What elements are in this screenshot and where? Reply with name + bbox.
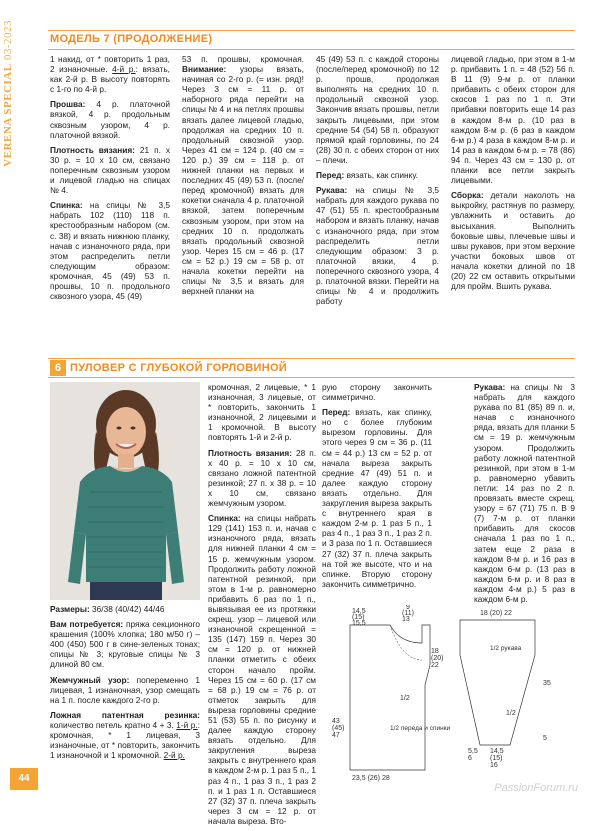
dim-b: 9 xyxy=(406,605,410,611)
sleeve-outline xyxy=(460,620,535,745)
pullover-col3: рую сторону закончить симметрично. Перед: вязать, как спинку, но с более глубоким вырезом горловины. Для этого через 9 см = 36 р. (11 см = 44 р.) 13 см = 52 р. от начала выреза закрыть средние 47 (49) 51 п. и далее каждую сторону вязать отдельно. Для закругления выреза закрыть с внутреннего края в каждом 2-м р. 1 раз 5 п., 1 раз 4 п., 1 раз 3 п., 1 раз 2 п. и 3 раза по 1 п. Оставшиеся 27 (32) 37 п. плеча закрыть на той же высоте, что и на спинке. Вторую сторону закончить симметрично. xyxy=(322,382,432,589)
dim-c: 18 xyxy=(431,648,439,655)
model7-col4: лицевой гладью, при этом в 1-м р. прибавить 1 п. = 48 (52) 56 п. В 11 (9) 9-м р. от планки прибавить с обеих сторон для скосов 1 раз по 1 п. Эти прибавки повторить еще 14 раз в каждом 8-м р. (10 раз в каждом 8-м р. (6 раз в каждом 6-м р.) 4 раза в каждом 8-м р. и 14 раз в каждом 6-м р. = 78 (86) 94 п. Через 43 см = 130 р. от планки все петли закрыть лицевыми. Сборка: детали наколоть на выкройку, растянув по размеру, увлажнить и оставить до высыхания. Выполнить боковые швы, плечевые швы и швы рукавов, при этом верхние участки боковых швов от начала кокетки длиной по 18 (20) 22 см оставить открытыми для пройм. Вшить рукава. xyxy=(451,54,575,292)
dim-f2: 6 xyxy=(468,755,472,762)
dim-b2: (11) xyxy=(402,610,414,617)
dim-e: 23,5 (26) 28 xyxy=(352,775,390,782)
model7-col1: 1 накид, от * повторить 1 раз, 2 изнаночные. 4-й р.: вязать, как 2-й р. В высоту повторять с 1-го по 4-й р. Прошва: 4 р. платочной вязкой, 4 р. продольным сквозным узором, 4 р. платочной вязкой. Плотность вязания: 21 п. х 30 р. = 10 х 10 см, связано поперечным сквозным узором и лицевой гладью на спицах № 4. Спинка: на спицы № 3,5 набрать 102 (110) 118 п. крестообразным набором (см. с. 38) и вязать нижнюю планку, начав с изнаночного ряда, при этом распределить петли следующим образом: кромочная, 45 (49) 53 п. прошвы, 10 п. продольного сквозного узора, 45 (49) xyxy=(50,54,170,302)
watermark: PassionForum.ru xyxy=(494,782,578,794)
dim-f3: 14,5 xyxy=(490,748,504,755)
sidebar-brand xyxy=(0,0,24,360)
pattern-schema xyxy=(330,605,575,785)
section2-rule xyxy=(48,358,575,359)
dim-g: 18 (20) 22 xyxy=(480,610,512,617)
pullover-col4: Рукава: на спицы № 3 набрать для каждого рукава по 81 (85) 89 п. и, начав с изнаночного ряда, вязать для планки 5 см = 19 р. жемчужным узором. Продолжить работу ложной патентной резинкой, при этом в 1-м р. равномерно убавить петли: 14 раз по 2 п. провязать вместе скрещ. узору = 67 (71) 75 п. В 9 (7) 7-м р. от планки прибавить для скосов сначала 1 раз по 1 п., затем еще 2 раза в каждом 8-м р. и 16 раз в каждом 6-м р. (13 раз в каждом 6-м р. и 8 раз в каждом 4-м р.) 5 раз в каждом 6-м р. xyxy=(474,382,575,604)
schema-small1: 1/2 xyxy=(400,695,410,702)
section-title-pullover: ПУЛОВЕР С ГЛУБОКОЙ ГОРЛОВИНОЙ xyxy=(70,362,288,374)
front-label: 1/2 переда и спинки xyxy=(390,725,451,732)
schema-small2: 1/2 xyxy=(506,710,516,717)
section2-rule-bottom xyxy=(48,377,575,378)
header-rule-bottom xyxy=(48,49,575,50)
dim-c3: 22 xyxy=(431,662,439,669)
dim-b3: 13 xyxy=(402,616,410,623)
body-outline xyxy=(350,625,430,770)
section-title-model7: МОДЕЛЬ 7 (ПРОДОЛЖЕНИЕ) xyxy=(50,33,213,45)
dim-f: 5,5 xyxy=(468,748,478,755)
woman-pullover-illustration xyxy=(50,382,200,600)
section-number-badge: 6 xyxy=(50,360,66,376)
dim-a3: 15,5 xyxy=(352,620,366,627)
dim-d3: 47 xyxy=(332,732,340,739)
dim-c2: (20) xyxy=(431,655,444,662)
sleeve-label: 1/2 рукава xyxy=(490,645,522,652)
dim-a2: (15) xyxy=(352,614,365,621)
dim-h: 35 xyxy=(543,680,551,687)
dim-f5: 16 xyxy=(490,762,498,769)
pullover-col2: кромочная, 2 лицевые, * 1 изнаночная, 3 лицевые, от * повторить, закончить 1 изнаночной, 2 лицевыми и 1 кромочной. В высоту повторять 1-й и 2-й р. Плотность вязания: 28 п. х 40 р. = 10 х 10 см, связано ложной патентной резинкой; 27 п. х 38 р. = 10 х 10 см, связано жемчужным узором. Спинка: на спицы набрать 129 (141) 153 п. и, начав с изнаночного ряда, вязать для нижней планки 4 см = 15 р. жемчужным узором. Продолжить работу ложной патентной резинкой, при этом в 1-м р. равномерно прибавить 6 раз по 1 п., вывязывая ее из протяжки скрещ. узор – лицевой или изнаночной скрещенной = 135 (147) 159 п. Через 30 см = 120 р. от нижней планки отметить с обеих сторон начало пройм. Через 15 см = 60 р. (17 см = 68 р.) 19 см = 76 р. от отметок закрыть для выреза горловины средние 51 (53) 55 п. по рисунку и далее каждую сторону вязать отдельно. Для закругления выреза закрыть с внутреннего края в каждом 2-м р. 1 раз 5 п., 1 раз 4 п., 1 раз 3 п., 1 раз 2 п. и 1 раз 1 п. Оставшиеся 27 (32) 37 п. плеча закрыть через 3 см = 12 р. от начала выреза. Вто- xyxy=(208,382,317,826)
model7-col2: 53 п. прошвы, кромочная. Внимание: узоры вязать, начиная со 2-го р. (= изн. ряд)! Через 3 см = 11 р. от наборного ряда перейти на спицы № 4 и на петлях прошвы вязать далее лицевой гладью, продолжая на средних 10 п. продольный сквозной узор. Через 41 см = 124 р. (40 см = 120 р.) 39 см = 118 р. от нижней планки на первых и последних 45 (49) 53 п. (после/перед кромочной) вязать для кокетки сначала 4 р. платочной вязкой, затем поперечным сквозным узором, при этом на средних 10 п. продолжать вязать продольный сквозной узор. Через 15 см = 46 р. (17 см = 52 р.) 19 см = 58 р. от начала кокетки перейти на спицы № 3,5 и вязать для верхней планки на xyxy=(182,54,304,297)
dim-d: 43 xyxy=(332,718,340,725)
model-photo xyxy=(50,382,200,600)
header-rule xyxy=(48,30,575,31)
dim-i: 5 xyxy=(543,735,547,742)
model7-col3: 45 (49) 53 п. с каждой стороны (после/перед кромочной) по 12 р. прошв, продолжая выполнять на средних 10 п. продольный сквозной узор. Закончив вязать прошвы, петли закрыть лицевыми, при этом средние 54 (54) 58 п. образуют прямой край горловины, по 24 (28) 30 п. с обеих сторон от них – плечи. Перед: вязать, как спинку. Рукава: на спицы № 3,5 набрать для каждого рукава по 47 (51) 55 п. крестообразным набором и вязать планку, начав с изнаночного ряда, при этом распределить петли следующим образом: 3 р. платочной вязки, 4 р. поперечного сквозного узора, 4 р. платочной вязки. Перейти на спицы № 4 и продолжить работу xyxy=(316,54,439,307)
pullover-col1: Размеры: 36/38 (40/42) 44/46 Вам потребуется: пряжа секционного крашения (100% хлопка; 180 м/50 г) – 400 (450) 500 г в сине-зеленых тонах; спицы № 3; круговые спицы № 3 длиной 80 см. Жемчужный узор: попеременно 1 лицевая, 1 изнаночная, узор смещать на 1 п. после каждого 2-го р. Ложная патентная резинка: количество петель кратно 4 + 3. 1-й р.: кромочная, * 1 лицевая, 3 изнаночные, от * повторить, закончить 1 изнаночной и 1 кромочной. 2-й р. xyxy=(50,604,200,761)
dim-f4: (15) xyxy=(490,755,503,762)
dim-a: 14,5 xyxy=(352,608,366,615)
dim-d2: (45) xyxy=(332,725,345,732)
brand-vertical-text: VERENA SPECIAL 03-2023 xyxy=(2,20,14,167)
page-number: 44 xyxy=(10,768,38,790)
